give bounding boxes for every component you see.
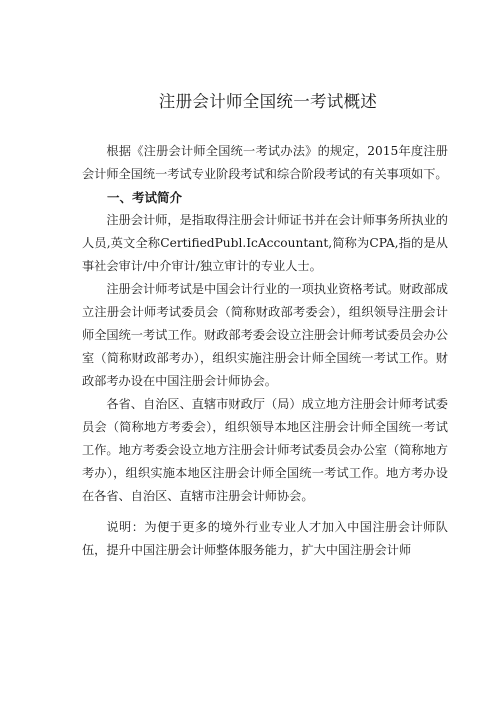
- paragraph-cpa-definition: 注册会计师，是指取得注册会计师证书并在会计师事务所执业的人员,英文全称CertifiedPubl.IcAccountant,简称为CPA,指的是从事社会审计/中介审计/独立审计的专业人士。: [82, 213, 448, 273]
- paragraph-mof-committee: 注册会计师考试是中国会计行业的一项执业资格考试。财政部成立注册会计师考试委员会（简称财政部考委会），组织领导注册会计师全国统一考试工作。财政部考委会设立注册会计师考试委员会办公室（简称财政部考办），组织实施注册会计师全国统一考试工作。财政部考办设在中国注册会计师协会。: [82, 282, 448, 388]
- paragraph-local-committee: 各省、自治区、直辖市财政厅（局）成立地方注册会计师考试委员会（简称地方考委会），组织领导本地区注册会计师全国统一考试工作。地方考委会设立地方注册会计师考试委员会办公室（简称地方考办），组织实施本地区注册会计师全国统一考试工作。地方考办设在各省、自治区、直辖市注册会计师协会。: [82, 397, 448, 503]
- document-title: 注册会计师全国统一考试概述: [158, 92, 378, 111]
- note-paragraph: 说明：为便于更多的境外行业专业人才加入中国注册会计师队伍，提升中国注册会计师整体服务能力，扩大中国注册会计师: [82, 520, 448, 557]
- intro-paragraph: 根据《注册会计师全国统一考试办法》的规定，2015年度注册会计师全国统一考试专业阶段考试和综合阶段考试的有关事项如下。: [82, 144, 448, 181]
- section-heading-exam-intro: 一、考试简介: [107, 190, 183, 205]
